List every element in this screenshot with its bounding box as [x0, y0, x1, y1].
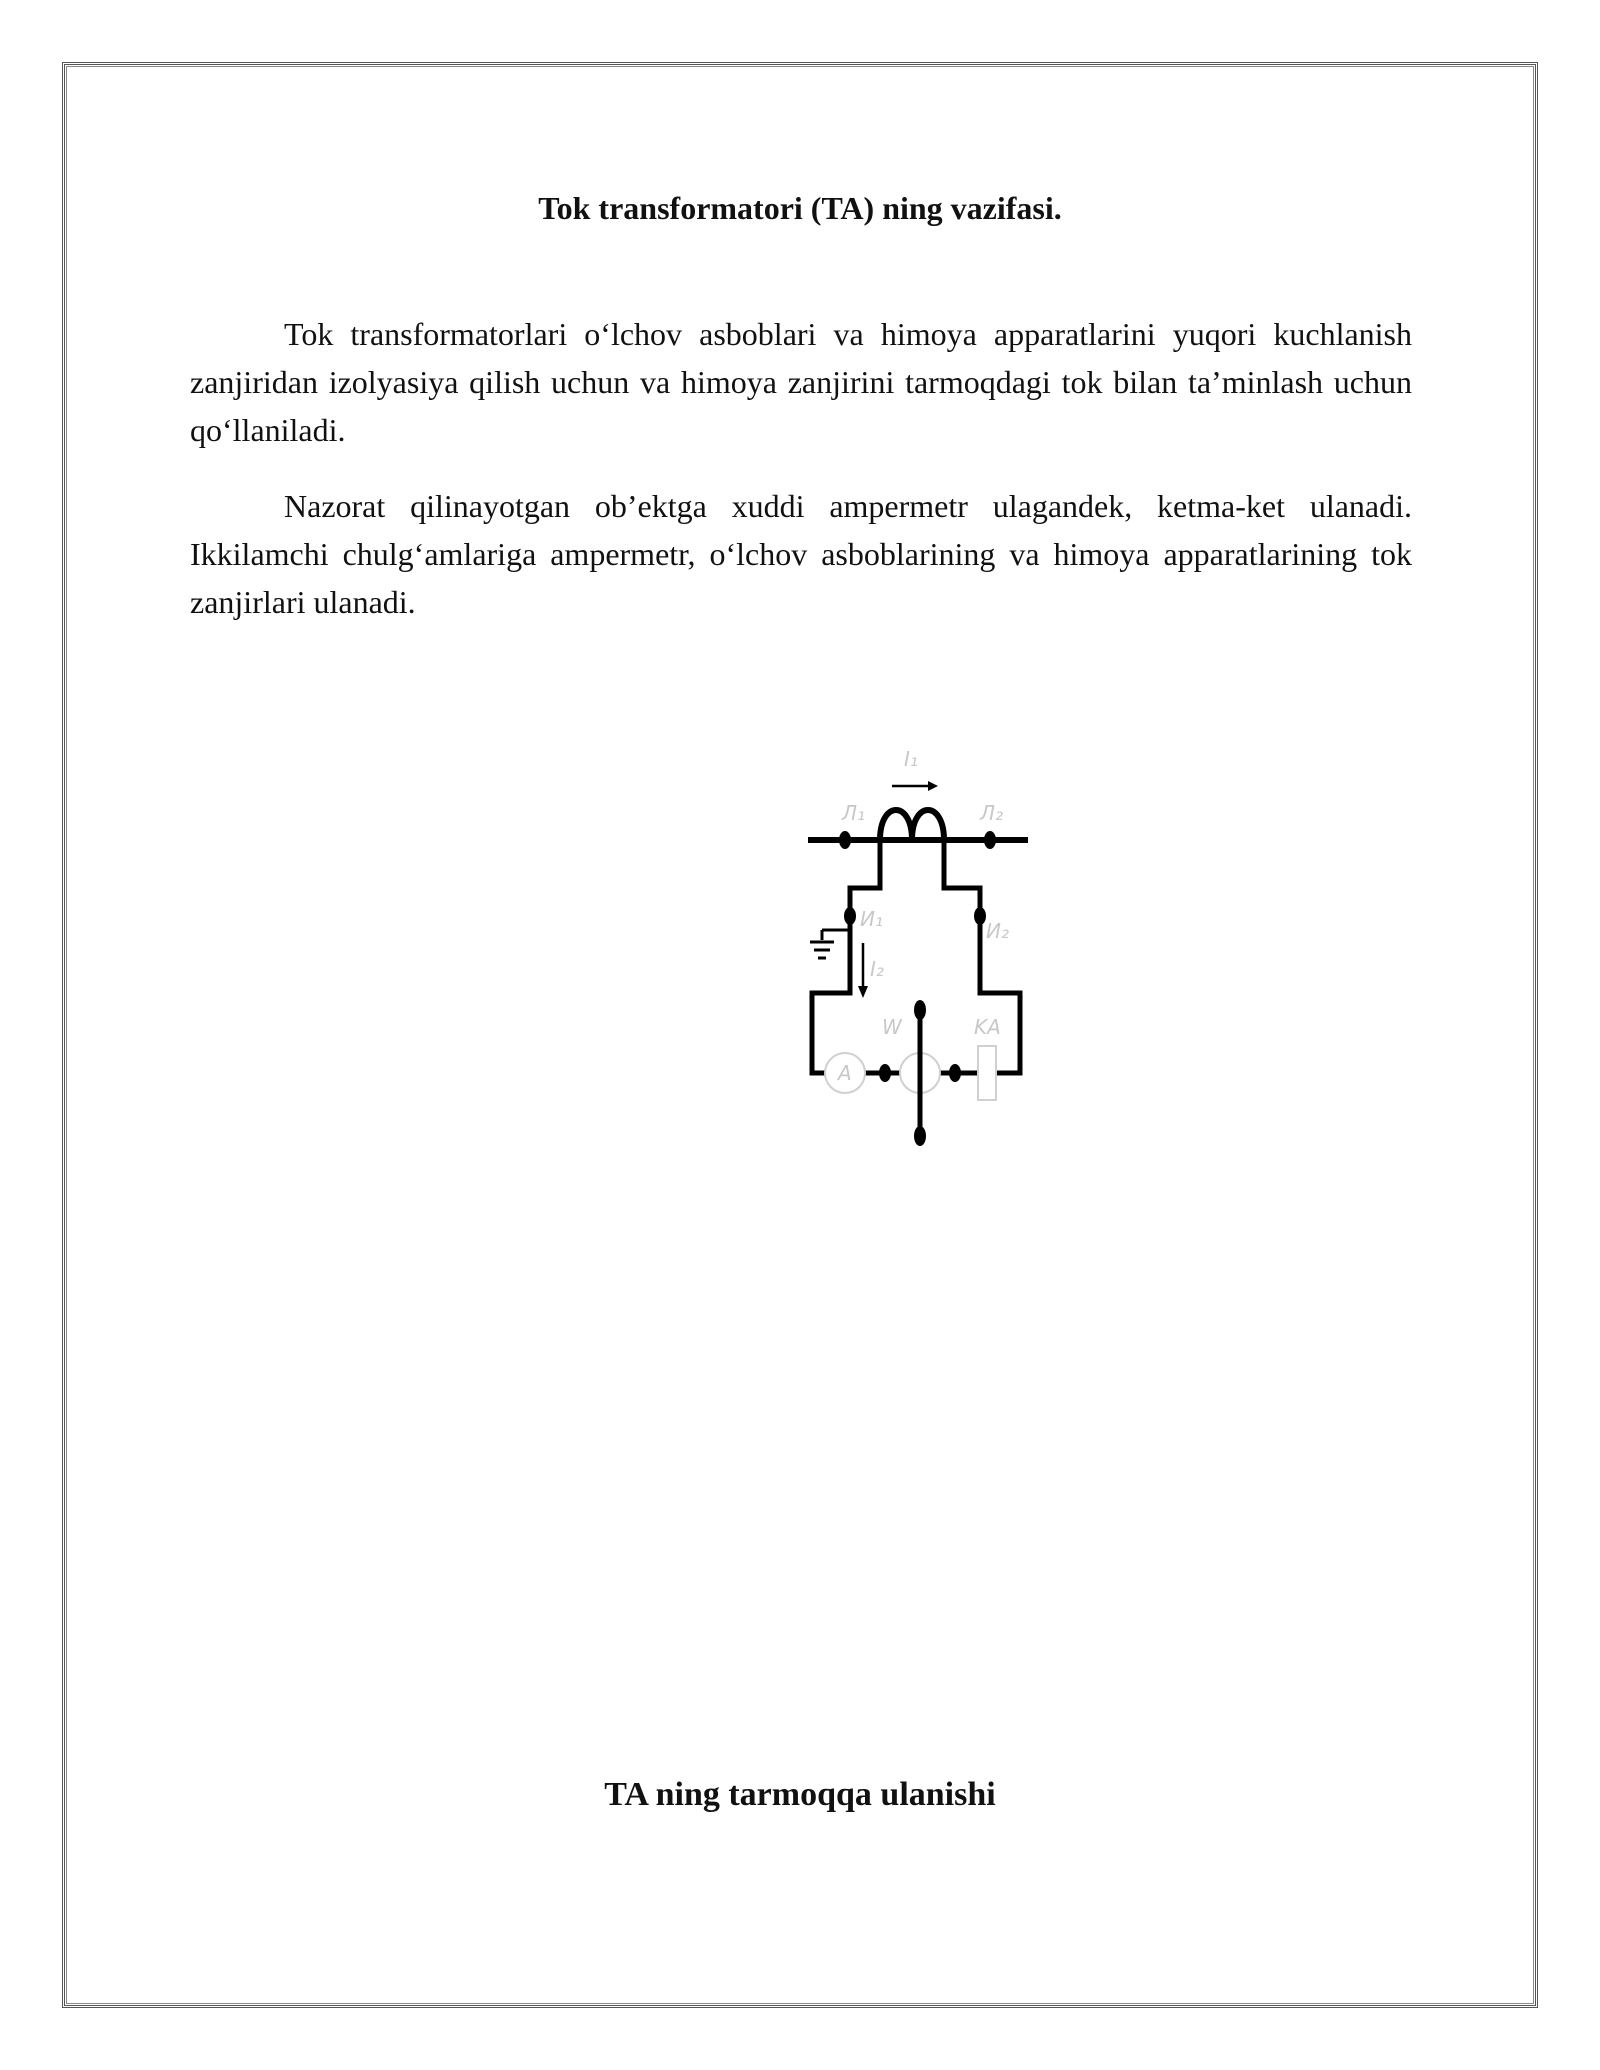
terminal-u1-dot — [844, 907, 856, 925]
primary-winding — [880, 810, 944, 840]
label-ammeter: A — [838, 1061, 852, 1085]
label-terminal-u2: И₂ — [986, 919, 1009, 943]
label-primary-current: I₁ — [904, 747, 918, 771]
relay-icon — [978, 1046, 996, 1100]
figure-caption: TA ning tarmoqqa ulanishi — [604, 1776, 996, 1813]
current-transformer-diagram — [790, 728, 1040, 1168]
terminal-l1-dot — [839, 831, 851, 849]
paragraph-1: Tok transformatorlari o‘lchov asboblari va himoya apparatlarini yuqori kuchlanish zanjiridan izolyasiya qilish uchun va himoya zanjirini tarmoqdagi tok bilan ta’minlash uchun qo‘llaniladi. — [190, 316, 1412, 448]
page-title: Tok transformatori (TA) ning vazifasi. — [538, 190, 1062, 226]
paragraph-2: Nazorat qilinayotgan ob’ektga xuddi ampermetr ulagandek, ketma-ket ulanadi. Ikkilamchi chulg‘amlariga ampermetr, o‘lchov asboblarining va himoya apparatlarining tok zanjirlari ulanadi. — [190, 488, 1412, 620]
label-terminal-l1: Л₁ — [842, 801, 866, 825]
label-terminal-l2: Л₂ — [980, 801, 1004, 825]
label-terminal-u1: И₁ — [860, 907, 883, 931]
terminal-u2-dot — [974, 907, 986, 925]
label-relay: KA — [974, 1015, 1001, 1039]
label-wattmeter: W — [882, 1015, 902, 1039]
terminal-l2-dot — [984, 831, 996, 849]
label-secondary-current: I₂ — [870, 957, 884, 981]
